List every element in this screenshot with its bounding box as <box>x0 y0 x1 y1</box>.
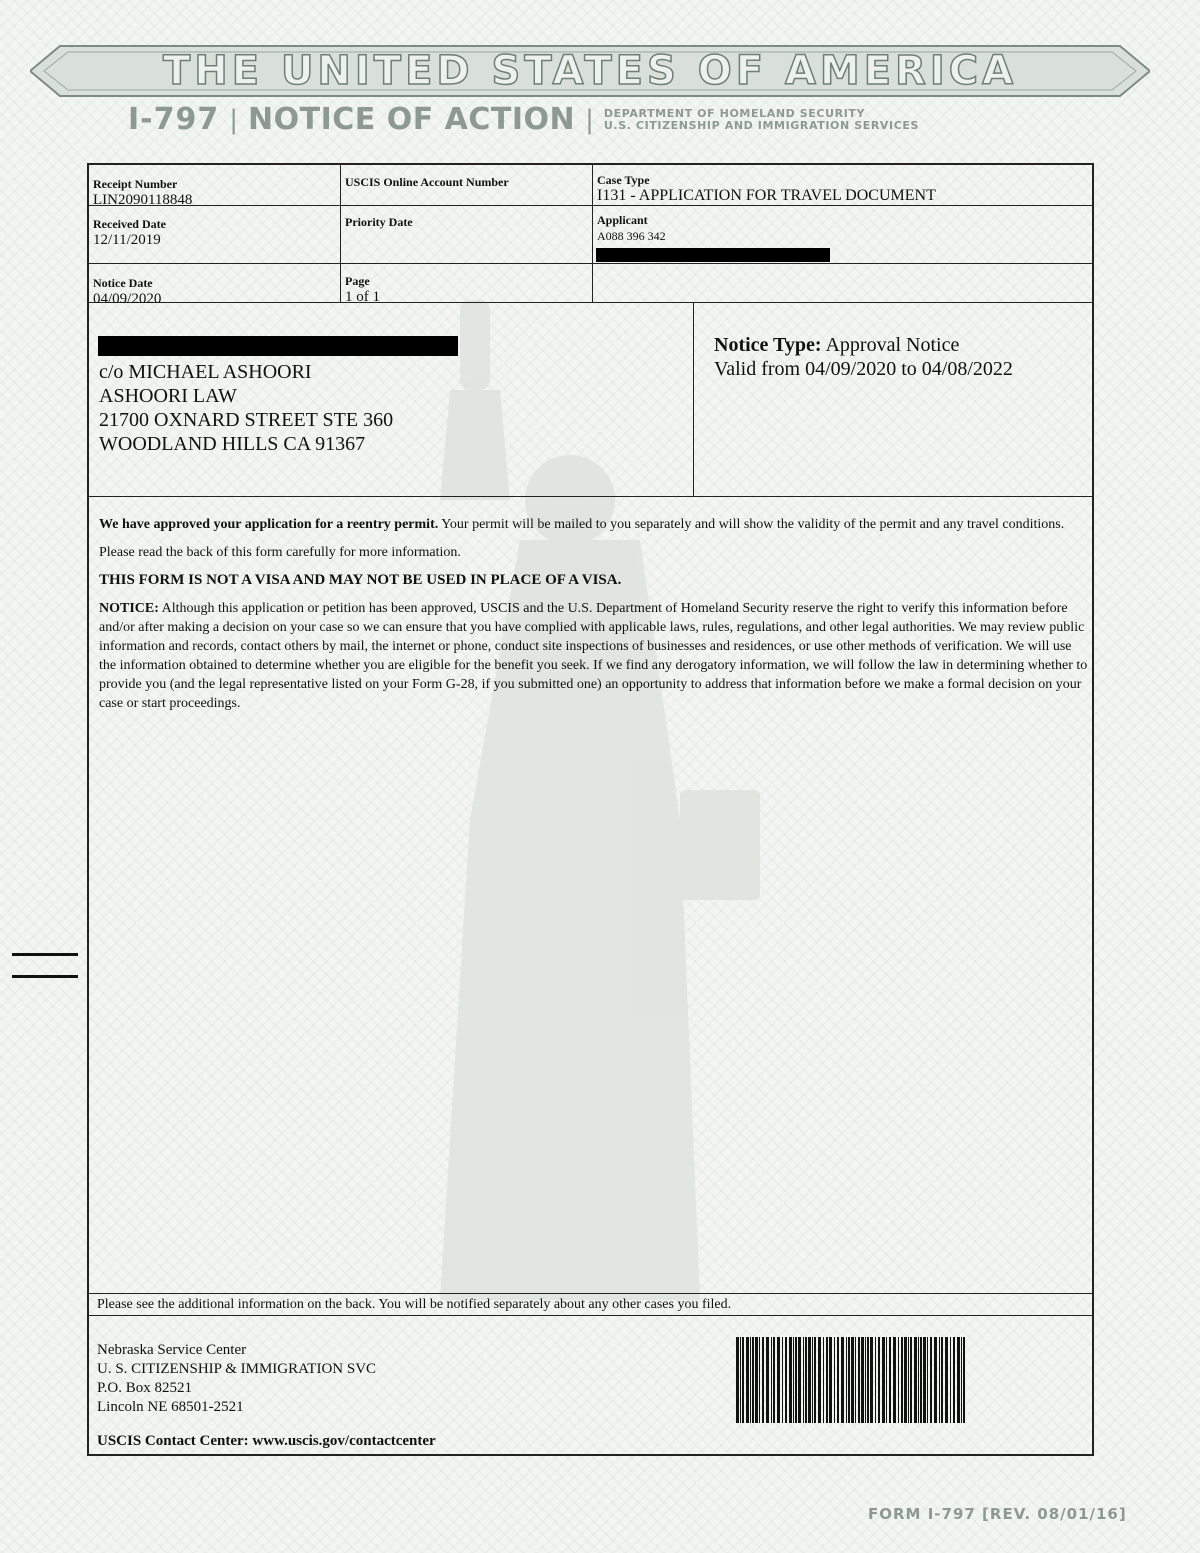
notice-type-value: Approval Notice <box>825 334 960 356</box>
approval-details: Your permit will be mailed to you separately and will show the validity of the permit and any travel conditions. <box>438 517 1065 532</box>
banner <box>30 42 1150 100</box>
case-type-label: Case Type <box>597 173 650 187</box>
account-number-cell <box>345 175 509 189</box>
form-title: NOTICE OF ACTION <box>248 102 576 137</box>
validity-period: Valid from 04/09/2020 to 04/08/2022 <box>714 358 1013 380</box>
case-type: I131 - APPLICATION FOR TRAVEL DOCUMENT <box>597 187 936 204</box>
priority-date-label: Priority Date <box>345 215 413 229</box>
notice-type-block <box>714 333 1013 381</box>
office-line-3: P.O. Box 82521 <box>97 1380 193 1396</box>
notice-label: NOTICE: <box>99 601 159 616</box>
notice-type-label: Notice Type: <box>714 334 822 356</box>
page-label: Page <box>345 274 370 288</box>
redacted-applicant-name <box>596 248 830 262</box>
account-number-label: USCIS Online Account Number <box>345 175 509 189</box>
address-line-2: ASHOORI LAW <box>99 385 237 407</box>
verification-notice <box>99 599 1089 713</box>
mailing-address-block <box>89 302 693 496</box>
margin-marks <box>12 953 78 997</box>
address-line-4: WOODLAND HILLS CA 91367 <box>99 433 366 455</box>
received-date: 12/11/2019 <box>93 232 161 248</box>
header-separator: | <box>229 104 239 135</box>
receipt-number: LIN2090118848 <box>93 192 193 208</box>
case-type-cell <box>597 173 936 205</box>
barcode <box>736 1337 966 1423</box>
notice-date: 04/09/2020 <box>93 291 162 307</box>
department-name <box>604 108 919 132</box>
banner-title: THE UNITED STATES OF AMERICA <box>162 48 1018 94</box>
form-header <box>128 102 919 137</box>
contact-center: USCIS Contact Center: www.uscis.gov/contactcenter <box>97 1433 436 1449</box>
address-line-1: c/o MICHAEL ASHOORI <box>99 361 312 383</box>
office-line-1: Nebraska Service Center <box>97 1342 247 1358</box>
notice-date-label: Notice Date <box>93 276 153 290</box>
notice-text: Although this application or petition has been approved, USCIS and the U.S. Department of Homeland Security reserve the right to verify this information before and/or after making a decision on your case so we can ensure that you have complied with applicable laws, rules, regulations, and other legal authorities. We may review public information and records, contact others by mail, the internet or phone, conduct site inspections of businesses and residences, or use other methods of verification. We will use the information obtained to determine whether you are eligible for the benefit you seek. If we find any derogatory information, we will follow the law in determining whether to provide you (and the legal representative listed on your Form G-28, if you submitted one) an opportunity to address that information before we make a formal decision on your case or start proceedings. <box>99 601 1088 711</box>
priority-date-cell <box>345 215 413 229</box>
form-revision: FORM I-797 [REV. 08/01/16] <box>868 1505 1127 1523</box>
approval-paragraph <box>99 515 1089 534</box>
received-date-cell <box>93 217 166 249</box>
page-number: 1 of 1 <box>345 289 380 305</box>
department-line-1: DEPARTMENT OF HOMELAND SECURITY <box>603 106 866 120</box>
service-center-address <box>97 1341 376 1417</box>
department-line-2: U.S. CITIZENSHIP AND IMMIGRATION SERVICES <box>603 118 920 132</box>
applicant-cell <box>597 213 666 245</box>
form-number: I-797 <box>128 102 220 137</box>
applicant-number: A088 396 342 <box>597 229 666 243</box>
receipt-number-label: Receipt Number <box>93 177 178 191</box>
applicant-label: Applicant <box>597 213 648 227</box>
read-back-paragraph: Please read the back of this form carefully for more information. <box>99 545 461 560</box>
redacted-recipient-name <box>98 336 458 356</box>
address-line-3: 21700 OXNARD STREET STE 360 <box>99 409 394 431</box>
additional-info-note: Please see the additional information on the back. You will be notified separately about any other cases you filed. <box>97 1297 732 1312</box>
notice-form <box>87 163 1094 1456</box>
notice-body <box>99 515 1089 722</box>
receipt-number-cell <box>93 177 192 209</box>
approval-statement: We have approved your application for a reentry permit. <box>99 517 439 532</box>
office-line-2: U. S. CITIZENSHIP & IMMIGRATION SVC <box>97 1361 377 1377</box>
not-a-visa-warning: THIS FORM IS NOT A VISA AND MAY NOT BE USED IN PLACE OF A VISA. <box>99 572 622 588</box>
header-separator-2: | <box>585 104 594 135</box>
received-date-label: Received Date <box>93 217 166 231</box>
office-line-4: Lincoln NE 68501-2521 <box>97 1399 244 1415</box>
